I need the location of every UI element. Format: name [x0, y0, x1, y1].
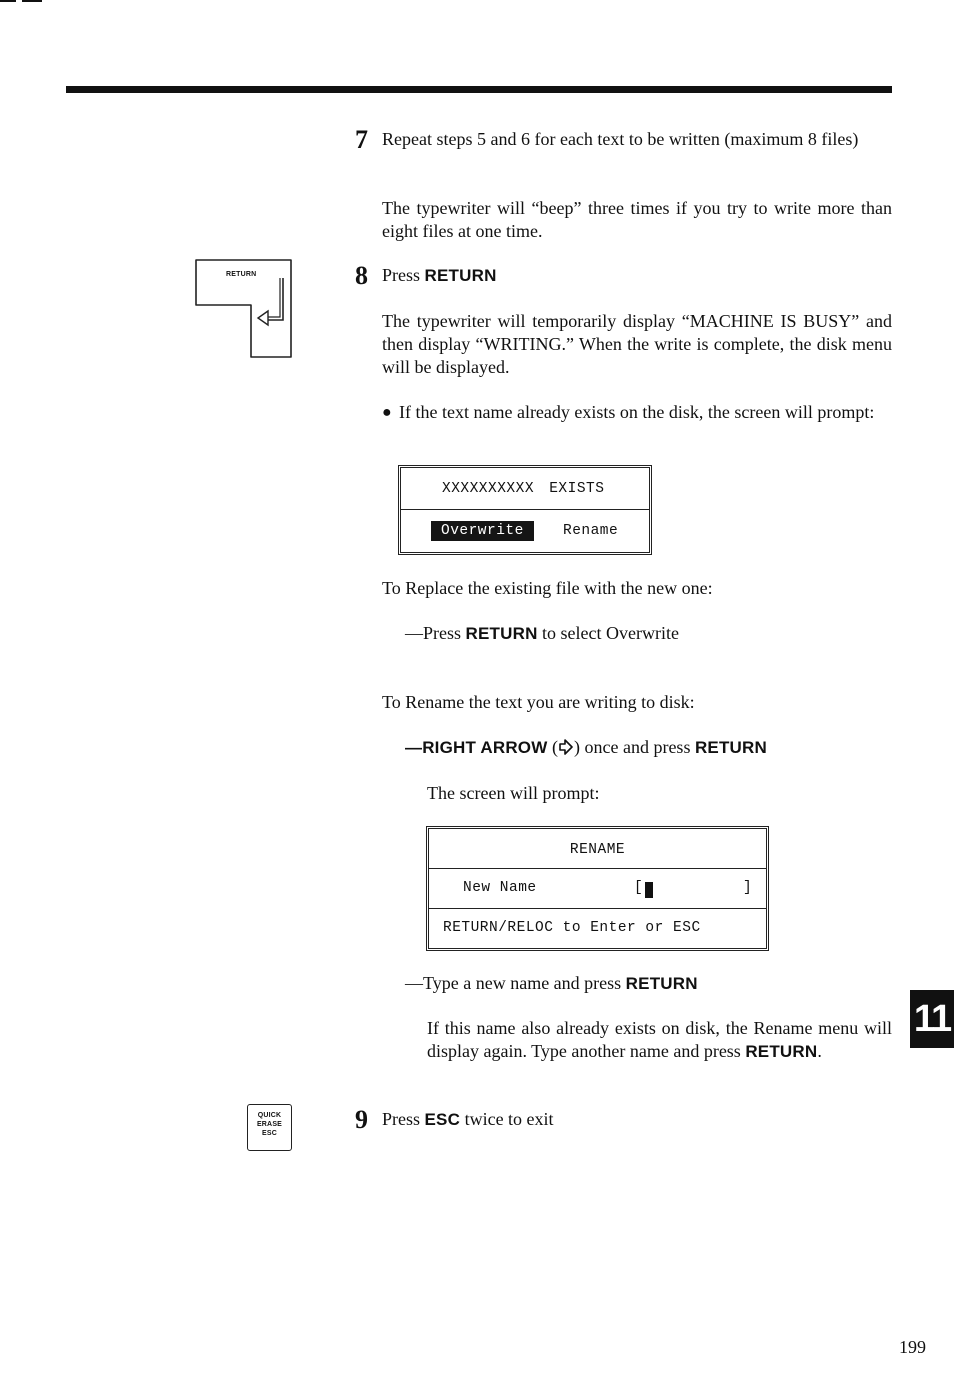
step-8-bullet-text: If the text name already exists on the disk, the screen will prompt:	[399, 402, 875, 422]
type-new-instruction	[405, 972, 698, 995]
esc-key-label-1: QUICK	[257, 1112, 282, 1119]
rename-prompt: The screen will prompt:	[427, 783, 600, 803]
rename-mid: once and press	[584, 737, 691, 757]
exists-message: XXXXXXXXXX EXISTS	[442, 481, 605, 497]
return-key-label: RETURN	[226, 271, 257, 278]
replace-key: RETURN	[465, 624, 538, 643]
rename-title-row	[429, 829, 766, 869]
type-new-note	[427, 1017, 892, 1063]
type-new-note-text: If this name also already exists on disk, the Rename menu will display again. Type another name and press	[427, 1018, 892, 1061]
rename-option[interactable]: Rename	[563, 523, 619, 539]
right-arrow-icon	[558, 737, 574, 757]
type-new-note-end: .	[817, 1041, 822, 1061]
corner-mark	[0, 0, 16, 2]
return-key-icon	[194, 258, 294, 360]
right-arrow-key: RIGHT ARROW	[422, 738, 548, 757]
step-9-key: ESC	[424, 1110, 461, 1129]
rename-return-key: RETURN	[694, 738, 767, 757]
rename-footer: RETURN/RELOC to Enter or ESC	[443, 920, 701, 936]
chapter-tab: 11	[910, 990, 954, 1048]
rename-intro: To Rename the text you are writing to disk:	[382, 692, 695, 712]
esc-key-label-2: ERASE	[256, 1121, 283, 1128]
bullet-dot: ●	[382, 404, 392, 421]
page-number: 199	[899, 1337, 926, 1357]
type-new-note-key: RETURN	[745, 1042, 818, 1061]
type-new-key: RETURN	[625, 974, 698, 993]
rename-dash: —	[405, 738, 423, 757]
replace-intro: To Replace the existing file with the new one:	[382, 578, 713, 598]
new-name-row	[429, 869, 766, 909]
new-name-bracket-close: ]	[743, 880, 753, 896]
rename-footer-row	[429, 909, 766, 948]
step-7-note: The typewriter will “beep” three times if you try to write more than eight files at one time.	[382, 198, 892, 241]
quick-erase-esc-key-icon	[247, 1104, 292, 1151]
arrow-paren-open: (	[551, 737, 558, 757]
step-8-heading	[382, 264, 497, 287]
rename-title: RENAME	[569, 842, 626, 858]
step-9-press: Press	[382, 1109, 421, 1129]
replace-instruction	[405, 622, 679, 645]
step-7-number: 7	[355, 125, 368, 154]
step-9-text	[382, 1108, 554, 1131]
replace-dash: —Press	[405, 623, 462, 643]
overwrite-option[interactable]: Overwrite	[431, 521, 534, 541]
exists-options-row	[401, 510, 649, 552]
exists-message-row	[401, 468, 649, 510]
text-cursor	[645, 882, 653, 898]
arrow-paren-close: )	[573, 737, 580, 757]
corner-mark	[22, 0, 42, 2]
step-8-number: 8	[355, 261, 368, 290]
esc-key-label-3: ESC	[262, 1130, 277, 1137]
top-rule	[66, 86, 892, 93]
new-name-label: New Name	[463, 880, 537, 896]
step-8-press: Press	[382, 265, 421, 285]
rename-instruction	[405, 736, 767, 759]
step-8-key: RETURN	[424, 266, 497, 285]
step-8-bullet-item	[382, 401, 892, 424]
replace-rest: to select Overwrite	[542, 623, 679, 643]
step-7-text: Repeat steps 5 and 6 for each text to be written (maximum 8 files)	[382, 129, 859, 149]
new-name-bracket-open: [	[634, 880, 644, 896]
type-new-dash: —Type a new name and press	[405, 973, 622, 993]
step-8-text: The typewriter will temporarily display “MACHINE IS BUSY” and then display “WRITING.” When the write is complete, the disk menu will be displayed.	[382, 311, 892, 377]
step-9-rest: twice to exit	[464, 1109, 554, 1129]
exists-screen	[398, 465, 652, 555]
step-9-number: 9	[355, 1105, 368, 1134]
rename-screen	[426, 826, 769, 951]
